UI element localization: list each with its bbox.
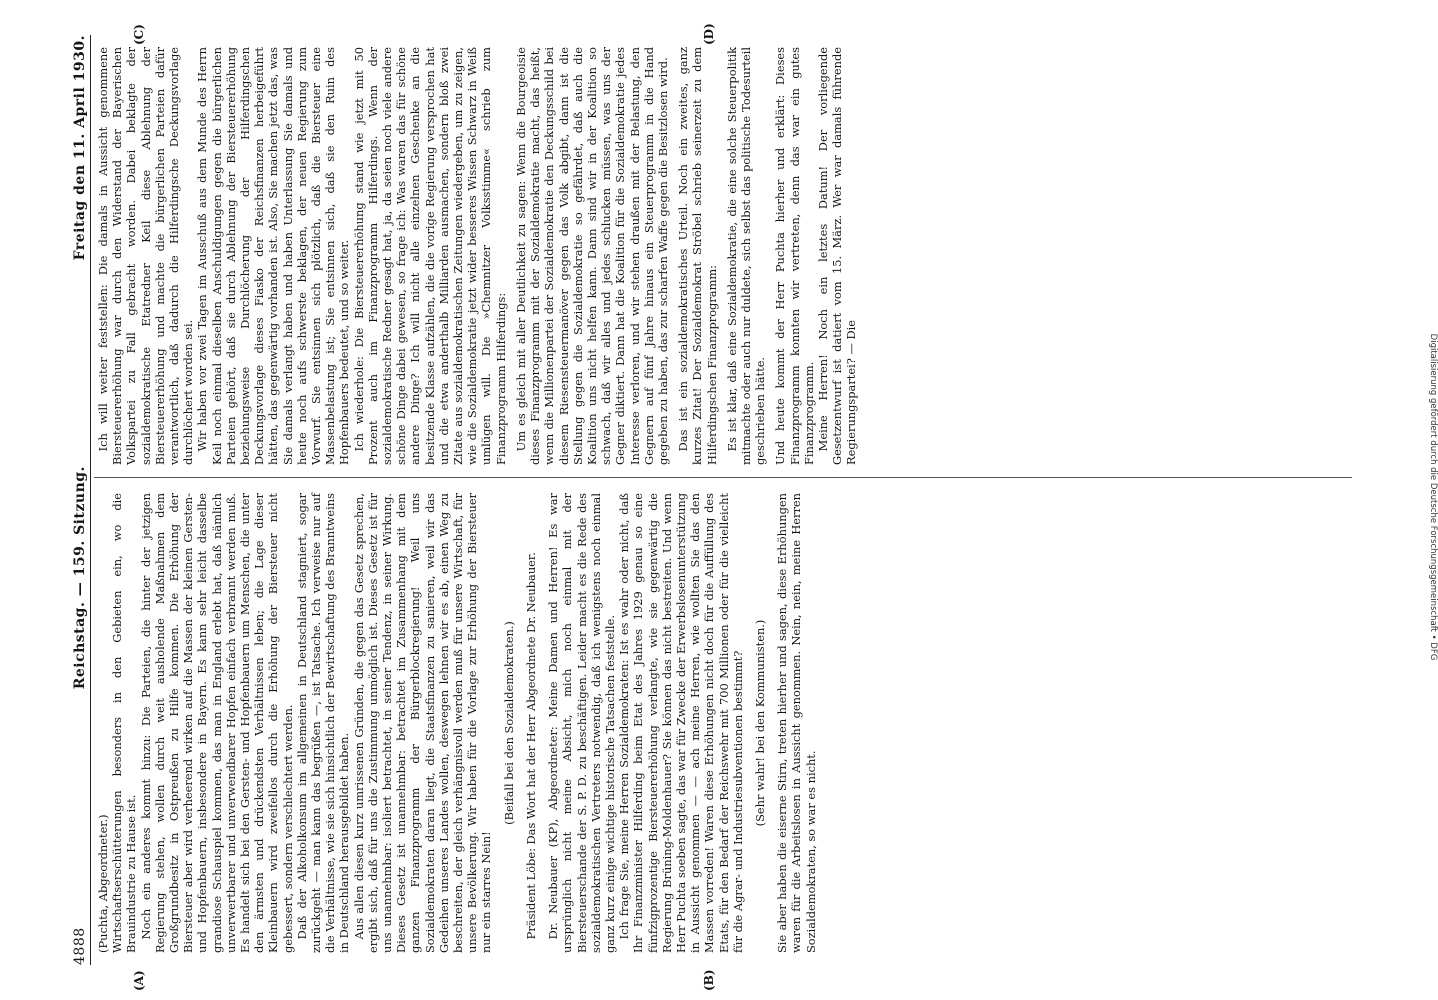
- paragraph: Und heute kommt der Herr Puchta hierher und erklärt: Dieses Finanzprogramm konnten wir vertreten, denn das war ein gutes Finanzprogramm.: [773, 47, 816, 465]
- page-header: [68, 35, 88, 965]
- session-title: Reichstag. — 159. Sitzung.: [72, 466, 88, 690]
- margin-marker-b: (B): [702, 969, 716, 991]
- paragraph: Meine Herren! Noch ein letztes Datum! Der vorliegende Gesetzentwurf ist datiert vom 15. März. Wer war damals führende Regierungspartei? — Die: [815, 47, 859, 465]
- paragraph: Dr. Neubauer (KP), Abgeordneter: Meine Damen und Herren! Es war ursprünglich nicht meine Absicht, mich noch einmal mit der Biersteuerschande der S. P. D. zu beschäftigen. Leider macht es die Rede des sozialdemokratischen Vertreters notwendig, daß ich wenigstens noch einmal ganz kurz einige wichtige historische Tatsachen feststelle.: [546, 493, 617, 953]
- paragraph: Das ist ein sozialdemokratisches Urteil. Noch ein zweites, ganz kurzes Zitat! Der Sozialdemokrat Ströbel schrieb seinerzeit zu dem Hilferdingschen Finanzprogramm:: [676, 47, 719, 465]
- applause-note: (Beifall bei den Sozialdemokraten.): [501, 621, 516, 825]
- left-column: [96, 493, 818, 953]
- margin-marker-d: (D): [702, 23, 716, 45]
- paragraph: Ich wiederhole: Die Biersteuererhöhung stand wie jetzt mit 50 Prozent auch im Finanzprogramm Hilferdings. Wenn der sozialdemokratische Redner gesagt hat, ja, da seien noch viele andere schöne Dinge dabei gewesen, so frage ich: Was waren das für schöne andere Dinge? Ich will nicht alle einzelnen Geschenke an die besitzende Klasse aufzählen, die die vorige Regierung versprochen hat und die etwa anderthalb Milliarden ausmachen, sondern bloß zwei Zitate aus sozialdemokratischen Zeitungen wiedergeben, um zu zeigen, wie die Sozialdemokratie jetzt wider besseres Wissen Schwarz in Weiß umlügen will. Die »Chemnitzer Volksstimme« schrieb zum Finanzprogramm Hilferdings:: [351, 47, 508, 465]
- paragraph: Aus allen diesen kurz umrissenen Gründen, die gegen das Gesetz sprechen, ergibt sich, daß für uns die Zustimmung unmöglich ist. Dieses Gesetz ist für uns unannehmbar: isoliert betrachtet, in seiner Tendenz, in seiner Wirkung. Dieses Gesetz ist unannehmbar: betrachtet im Zusammenhang mit dem ganzen Finanzprogramm der Bürgerblockregierung! Weil uns Sozialdemokraten daran liegt, die Staatsfinanzen zu sanieren, weil wir das Gedeihen unseres Landes wollen, deswegen lehnen wir es ab, einen Weg zu beschreiten, der gleich verhängnisvoll werden muß für unsere Wirtschaft, für unsere Bevölkerung. Wir haben für die Vorlage zur Erhöhung der Biersteuer nur ein starres Nein!: [351, 493, 494, 953]
- column-divider: [94, 477, 1352, 478]
- margin-marker-a: (A): [132, 970, 146, 991]
- paragraph: Daß der Alkoholkonsum im allgemeinen in Deutschland stagniert, sogar zurückgeht — man kann das begrüßen —, ist Tatsache. Ich verweise nur auf die Verhältnisse, wie sie sich hinsichtlich der Bewirtschaftung des Branntweins in Deutschland herausgebildet haben.: [294, 493, 352, 953]
- paragraph: Sie aber haben die eiserne Stirn, treten hierher und sagen, diese Erhöhungen waren für die Arbeitslosen in Aussicht genommen. Nein, nein, meine Herren Sozialdemokraten, so war es nicht.: [775, 493, 818, 953]
- right-column: [96, 47, 859, 465]
- margin-marker-c: (C): [132, 24, 146, 45]
- digitization-credit: [1418, 4, 1438, 994]
- paragraph: Ich will weiter feststellen: Die damals in Aussicht genommene Biersteuererhöhung war durch den Widerstand der Bayerischen Volkspartei zu Fall gebracht worden. Dabei beklagte der sozialdemokratische Etatredner Keil diese Ablehnung der Biersteuererhöhung und machte die bürgerlichen Parteien dafür verantwortlich, daß dadurch die Hilferdingsche Deckungsvorlage durchlöchert worden sei.: [96, 47, 196, 465]
- paragraph: Wir haben vor zwei Tagen im Ausschuß aus dem Munde des Herrn Keil noch einmal dieselben Anschuldigungen gegen die bürgerlichen Parteien gehört, daß sie durch Ablehnung der Biersteuererhöhung beziehungsweise Durchlöcherung der Hilferdingschen Deckungsvorlage dieses Fiasko der Reichsfinanzen herbeigeführt hätten, das gegenwärtig vorhanden ist. Also, Sie machen jetzt das, was Sie damals verlangt haben und haben Unterlassung Sie damals und heute noch aufs schwerste beklagen, der neuen Regierung zum Vorwurf. Sie entsinnen sich plötzlich, daß die Biersteuer eine Massenbelastung ist; Sie entsinnen sich, daß sie den Ruin des Hopfenbauers bedeutet, und so weiter.: [195, 47, 352, 465]
- paragraph: Wirtschaftserschütterungen besonders in den Gebieten ein, wo die Brauindustrie zu Hause ist.: [110, 493, 139, 953]
- quote: Um es gleich mit aller Deutlichkeit zu sagen: Wenn die Bourgeoisie dieses Finanzprogramm mit der Sozialdemokratie macht, das heißt, wenn die Millionenpartei der Sozialdemokratie den Deckungsschild bei diesem Riesensteuermanöver gegen das Volk abgibt, dann ist die Stellung gegen die Sozialdemokratie so gefährdet, daß auch die Koalition uns nicht helfen kann. Dann sind wir in der Koalition so schwach, daß wir alles und jedes schlucken müssen, was uns der Gegner diktiert. Dann hat die Koalition für die Sozialdemokratie jedes Interesse verloren, und wir stehen draußen mit der Belastung, den Gegnern auf fünf Jahre hinaus ein Steuerprogramm in die Hand gegeben zu haben, das zur scharfen Waffe gegen die Besitzlosen wird.: [513, 47, 670, 465]
- header-rule: [90, 35, 91, 965]
- page-number: 4888: [72, 927, 88, 965]
- president-remark: Präsident Löbe: Das Wort hat der Herr Abgeordnete Dr. Neubauer.: [523, 552, 538, 940]
- session-date: Freitag den 11. April 1930.: [72, 35, 88, 261]
- document-page: [62, 23, 1372, 991]
- paragraph: Ich frage Sie, meine Herren Sozialdemokraten: Ist es wahr oder nicht, daß Ihr Finanzminister Hilferding beim Etat des Jahres 1929 genau so eine fünfzigprozentige Biersteuererhöhung verlangte, wie sie gegenwärtig die Regierung Brüning-Moldenhauer? Sie können das nicht bestreiten. Und wenn Herr Puchta soeben sagte, das war für Zwecke der Erwerbslosenunterstützung in Aussicht genommen — — ach meine Herren, wie wollten Sie das den Massen vorreden! Waren diese Erhöhungen nicht doch für die Auffüllung des Etats, für den Bedarf der Reichswehr mit 700 Millionen oder für die vielleicht für die Agrar- und Industriesubventionen bestimmt?: [617, 493, 745, 953]
- credit-text: Digitalisierung gefördert durch die Deutsche Forschungsgemeinschaft • DFG: [1428, 333, 1438, 661]
- paragraph: Noch ein anderes kommt hinzu: Die Parteien, die hinter der jetzigen Regierung stehen, wollen durch weit ausholende Maßnahmen dem Großgrundbesitz in Ostpreußen zu Hilfe kommen. Die Erhöhung der Biersteuer aber wird verheerend wirken auf die Massen der kleinen Gersten- und Hopfenbauern, insbesondere in Bayern. Es kann sehr leicht dasselbe grandiose Schauspiel kommen, das man in England erlebt hat, daß nämlich unverwertbarer und unverwendbarer Hopfen einfach verbrannt werden muß. Es handelt sich bei den Gersten- und Hopfenbauern um Menschen, die unter den ärmsten und drückendsten Verhältnissen leben; die Lage dieser Kleinbauern wird zweifellos durch die Erhöhung der Biersteuer nicht gebessert, sondern verschlechtert werden.: [138, 493, 295, 953]
- speaker-header: (Puchta, Abgeordneter.): [96, 814, 110, 953]
- interjection-note: (Sehr wahr! bei den Kommunisten.): [752, 619, 767, 827]
- quote: Es ist klar, daß eine Sozialdemokratie, die eine solche Steuerpolitik mitmachte oder auch nur duldete, sich selbst das politische Todesurteil geschrieben hätte.: [724, 47, 768, 465]
